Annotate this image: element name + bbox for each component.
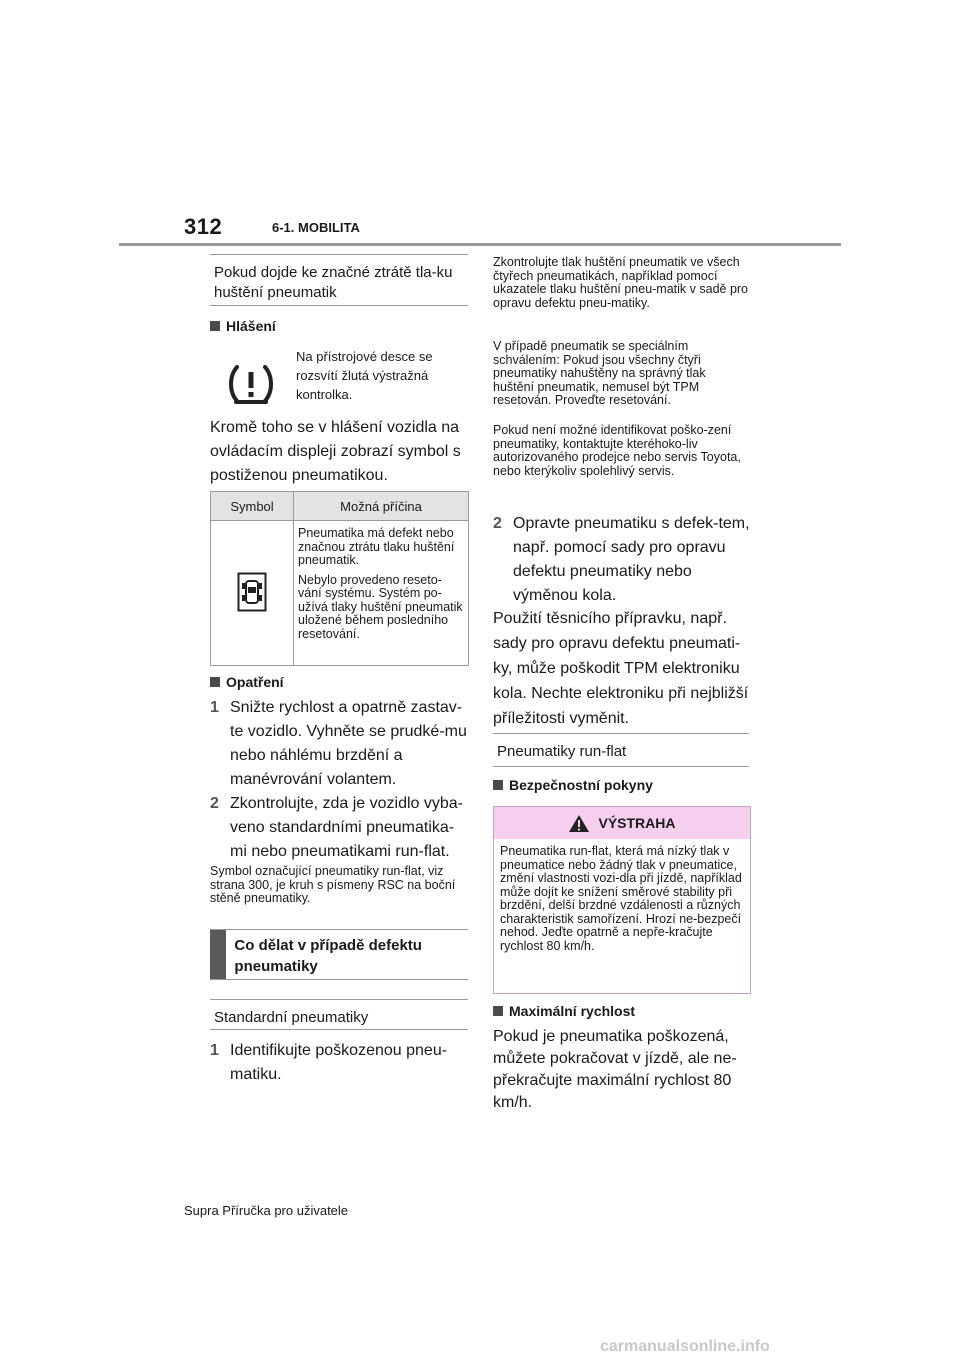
- step-number: 2: [493, 515, 502, 532]
- step-repair: [493, 512, 751, 608]
- step-number: 2: [210, 795, 219, 812]
- col-cause: Možná příčina: [294, 492, 469, 521]
- step-text: Zkontrolujte, zda je vozidlo vyba-veno standardními pneumatika-mi nebo pneumatikami run-flat.: [230, 795, 463, 860]
- col-symbol: Symbol: [211, 492, 294, 521]
- square-bullet-icon: [493, 780, 503, 790]
- step-number: 1: [210, 1042, 219, 1059]
- footer-text: Supra Příručka pro uživatele: [184, 1203, 349, 1218]
- step-2: [210, 792, 470, 864]
- cause-cell: [294, 521, 469, 666]
- step-text: Opravte pneumatiku s defek-tem, např. pomocí sady pro opravu defektu pneumatiky nebo výměnou kola.: [513, 515, 750, 604]
- step-text: Identifikujte poškozenou pneu-matiku.: [230, 1042, 448, 1083]
- heading-pressure-loss: Pokud dojde ke značné ztrátě tla-ku huštění pneumatik: [210, 254, 468, 306]
- symbol-table: [210, 491, 469, 666]
- warning-box: [493, 806, 751, 994]
- watermark: carmanualsonline.info: [600, 1338, 770, 1355]
- paragraph-sealant: Použití těsnicího přípravku, např. sady pro opravu defektu pneumati-ky, může poškodit TPM elektroniku kola. Nechte elektroniku při nejbližší příležitosti vyměnit.: [493, 610, 749, 727]
- step-identify: [210, 1039, 470, 1087]
- subheading-max-speed: Maximální rychlost: [493, 1003, 635, 1019]
- warning-triangle-icon: [568, 814, 590, 833]
- header-rule: [119, 243, 841, 246]
- warning-title: VÝSTRAHA: [598, 815, 676, 831]
- runflat-note: Symbol označující pneumatiky run-flat, viz strana 300, je kruh s písmeny RSC na boční stěně pneumatiky.: [210, 864, 456, 905]
- step-number: 1: [210, 699, 219, 716]
- heading-bar: [210, 930, 226, 979]
- note-check-pressure: Zkontrolujte tlak huštění pneumatik ve všech čtyřech pneumatikách, například pomocí ukazatele tlaku huštění pneu-matik v sadě pro opravu defektu pneu-matiky.: [493, 255, 749, 310]
- square-bullet-icon: [210, 677, 220, 687]
- paragraph-symbol: Kromě toho se v hlášení vozidla na ovládacím displeji zobrazí symbol s postiženou pneumatikou.: [210, 419, 461, 484]
- square-bullet-icon: [210, 321, 220, 331]
- car-tire-symbol-icon: [237, 572, 267, 612]
- heading-standard-tires: Standardní pneumatiky: [210, 999, 468, 1030]
- square-bullet-icon: [493, 1006, 503, 1016]
- heading-what-to-do: [210, 929, 468, 980]
- subheading-bezpecnost: Bezpečnostní pokyny: [493, 777, 653, 793]
- subheading-hlaseni: Hlášení: [210, 318, 276, 334]
- tpms-warning-icon: [228, 364, 274, 406]
- cause-defect: Pneumatika má defekt nebo značnou ztrátu tlaku huštění pneumatik.: [298, 526, 455, 567]
- heading-text: Co dělat v případě defektu pneumatiky: [234, 937, 422, 975]
- icon-caption: Na přístrojové desce se rozsvítí žlutá výstražná kontrolka.: [296, 349, 433, 402]
- heading-runflat-tires: Pneumatiky run-flat: [493, 733, 749, 767]
- symbol-cell: [211, 521, 294, 666]
- page-number: 312: [184, 214, 223, 239]
- step-text: Snižte rychlost a opatrně zastav-te vozidlo. Vyhněte se prudké-mu nebo náhlému brzdění a manévrování volantem.: [230, 699, 467, 788]
- note-contact-dealer: Pokud není možné identifikovat poško-zení pneumatiky, kontaktujte kteréhoko-liv autorizovaného prodejce nebo servis Toyota, nebo kterýkoliv spolehlivý servis.: [493, 423, 741, 478]
- section-title: 6-1. MOBILITA: [272, 220, 360, 235]
- paragraph-max-speed: Pokud je pneumatika poškozená, můžete pokračovat v jízdě, ale ne-překračujte maximální rychlost 80 km/h.: [493, 1028, 737, 1111]
- cause-no-reset: Nebylo provedeno reseto-vání systému. Systém po-užívá tlaky huštění pneumatik uložené během posledního resetování.: [298, 572, 463, 641]
- warning-header: [494, 807, 750, 839]
- subheading-opatreni: Opatření: [210, 674, 284, 690]
- step-1: [210, 696, 470, 792]
- note-special-approval: V případě pneumatik se speciálním schválením: Pokud jsou všechny čtyři pneumatiky nahuštěny na správný tlak huštění pneumatik, nemusel být TPM resetován. Proveďte resetování.: [493, 339, 706, 407]
- warning-text: Pneumatika run-flat, která má nízký tlak v pneumatice nebo žádný tlak v pneumatice, změní vlastnosti vozi-dla při jízdě, například může dojít ke snížení směrové stability při brzdění, delší brzdné vzdálenosti a různých charakteristik samořízení. Hrozí ne-bezpečí nehod. Jeďte opatrně a nepře-kračujte rychlost 80 km/h.: [500, 844, 742, 953]
